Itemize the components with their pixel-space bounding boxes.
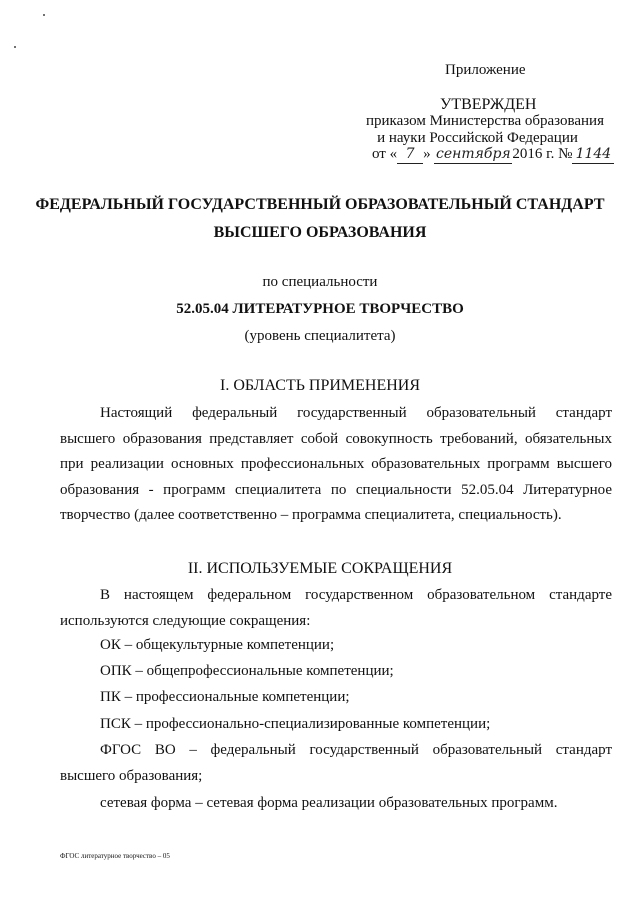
document-title-line-2: ВЫСШЕГО ОБРАЗОВАНИЯ [213,224,427,241]
abbreviation-ok: ОК – общекультурные компетенции; [100,637,335,653]
section-2-heading: II. ИСПОЛЬЗУЕМЫЕ СОКРАЩЕНИЯ [187,560,453,577]
scan-speck [43,14,45,16]
scan-speck [14,46,16,48]
specialty-level: (уровень специалитета) [244,328,396,344]
approved-by-line-2: и науки Российской Федерации [377,130,578,146]
abbreviation-fgos [60,738,612,789]
paragraph-line: высшего образования представляет собой совокупность требований, обязательных [60,430,612,447]
specialty-name: 52.05.04 ЛИТЕРАТУРНОЕ ТВОРЧЕСТВО [176,301,464,317]
appendix-label: Приложение [445,62,526,78]
section-1-heading: I. ОБЛАСТЬ ПРИМЕНЕНИЯ [219,377,421,394]
date-separator: » [423,146,431,162]
date-year: 2016 г. № [512,146,573,162]
paragraph-line: образования - программ специалитета по специальности 52.05.04 Литературное [60,481,612,498]
handwritten-month: сентября [436,146,511,162]
abbreviation-psk: ПСК – профессионально-специализированные компетенции; [100,716,491,732]
paragraph-line: используются следующие сокращения: [60,612,311,629]
section-1-paragraph [60,401,612,529]
page-footer: ФГОС литературное творчество – 05 [60,852,170,860]
abbreviation-opk: ОПК – общепрофессиональные компетенции; [100,663,394,679]
abbreviation-network-form: сетевая форма – сетевая форма реализации образовательных программ. [100,795,558,811]
handwritten-day: 7 [397,145,423,164]
specialty-label: по специальности [262,274,378,290]
paragraph-line: Настоящий федеральный государственный образовательный стандарт [100,405,612,421]
date-prefix: от « [372,146,398,162]
abbreviation-pk: ПК – профессиональные компетенции; [100,689,350,705]
section-2-intro [60,583,612,634]
handwritten-order-number: 1144 [572,145,614,164]
document-title-line-1: ФЕДЕРАЛЬНЫЙ ГОСУДАРСТВЕННЫЙ ОБРАЗОВАТЕЛЬНЫЙ СТАНДАРТ [35,196,605,213]
approved-stamp-text: УТВЕРЖДЕН [440,96,537,113]
approved-by-line-1: приказом Министерства образования [366,113,604,129]
paragraph-line: при реализации основных профессиональных образовательных программ высшего [60,456,612,472]
paragraph-line: В настоящем федеральном государственном образовательном стандарте [100,587,612,603]
paragraph-line: ФГОС ВО – федеральный государственный образовательный стандарт [100,742,612,758]
paragraph-line: творчество (далее соответственно – программа специалитета, специальность). [60,507,562,523]
approval-date-line [372,145,614,164]
paragraph-line: высшего образования; [60,767,203,784]
